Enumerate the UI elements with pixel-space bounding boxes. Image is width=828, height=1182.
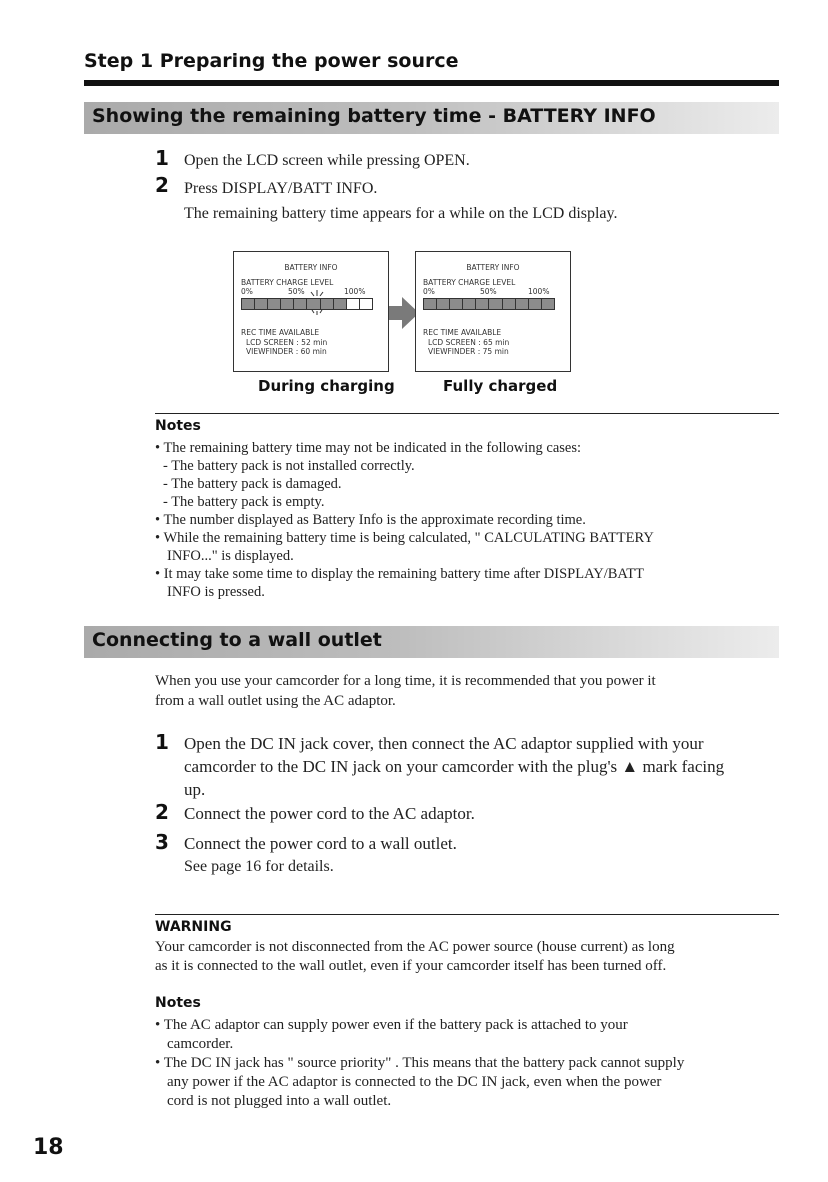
note-item: • The number displayed as Battery Info is the approximate recording time. xyxy=(155,512,586,528)
notes-list xyxy=(155,1016,779,1111)
rec-time-label: REC TIME AVAILABLE xyxy=(423,328,502,337)
scale-100: 100% xyxy=(528,287,550,296)
step-number: 2 xyxy=(155,800,169,824)
lcd-panel-during-charging xyxy=(233,251,389,372)
step-number: 1 xyxy=(155,146,169,170)
notes-heading: Notes xyxy=(155,418,201,434)
note-continuation: cord is not plugged into a wall outlet. xyxy=(167,1093,392,1109)
scale-50: 50% xyxy=(288,287,305,296)
charge-segment xyxy=(255,299,268,309)
charge-level-label: BATTERY CHARGE LEVEL xyxy=(423,278,516,287)
note-subitem: - The battery pack is not installed correctly. xyxy=(163,458,415,474)
charge-segment xyxy=(450,299,463,309)
step-text: Press DISPLAY/BATT INFO. xyxy=(184,180,378,197)
section-heading-battery-info xyxy=(84,102,779,134)
warning-line: Your camcorder is not disconnected from the AC power source (house current) as long xyxy=(155,939,675,955)
note-continuation: camcorder. xyxy=(167,1036,234,1052)
scale-0: 0% xyxy=(241,287,253,296)
note-subitem: - The battery pack is empty. xyxy=(163,494,325,510)
intro-paragraph xyxy=(155,671,656,711)
intro-line: from a wall outlet using the AC adaptor. xyxy=(155,693,396,709)
rec-time-label: REC TIME AVAILABLE xyxy=(241,328,320,337)
step-line: up. xyxy=(184,780,206,799)
intro-line: When you use your camcorder for a long time, it is recommended that you power it xyxy=(155,673,656,689)
page-number: 18 xyxy=(33,1135,64,1160)
note-subitem: - The battery pack is damaged. xyxy=(163,476,342,492)
charge-segment xyxy=(542,299,554,309)
note-item: • The AC adaptor can supply power even if the battery pack is attached to your xyxy=(155,1017,628,1033)
step-text xyxy=(184,732,724,801)
step-detail: The remaining battery time appears for a while on the LCD display. xyxy=(184,205,618,222)
caption-during-charging: During charging xyxy=(258,377,395,395)
charge-segment xyxy=(463,299,476,309)
warning-rule xyxy=(155,914,779,915)
charge-segment xyxy=(476,299,489,309)
charge-level-bar xyxy=(423,298,555,310)
charge-level-label: BATTERY CHARGE LEVEL xyxy=(241,278,334,287)
scale-100: 100% xyxy=(344,287,366,296)
lcd-screen-time: LCD SCREEN : 65 min xyxy=(428,338,510,347)
page-step-title: Step 1 Preparing the power source xyxy=(84,50,459,72)
notes-heading: Notes xyxy=(155,995,201,1011)
note-continuation: INFO..." is displayed. xyxy=(167,548,294,564)
note-item: • While the remaining battery time is being calculated, " CALCULATING BATTERY xyxy=(155,530,654,546)
charge-segment xyxy=(334,299,347,309)
charge-segment xyxy=(529,299,542,309)
step-text: Open the LCD screen while pressing OPEN. xyxy=(184,152,470,169)
section-title: Showing the remaining battery time - BATTERY INFO xyxy=(92,105,656,127)
scale-0: 0% xyxy=(423,287,435,296)
section-title: Connecting to a wall outlet xyxy=(92,629,382,651)
viewfinder-time: VIEWFINDER : 60 min xyxy=(246,347,327,356)
warning-line: as it is connected to the wall outlet, even if your camcorder itself has been turned off. xyxy=(155,958,667,974)
section-heading-wall-outlet xyxy=(84,626,779,658)
notes-list xyxy=(155,439,779,601)
note-item: • The DC IN jack has " source priority" . This means that the battery pack cannot supply xyxy=(155,1055,685,1071)
charge-segment xyxy=(281,299,294,309)
lcd-panel-fully-charged xyxy=(415,251,571,372)
step-text xyxy=(184,832,457,878)
warning-heading: WARNING xyxy=(155,919,232,935)
charge-segment xyxy=(503,299,516,309)
step-line: Connect the power cord to a wall outlet. xyxy=(184,834,457,853)
charge-segment xyxy=(347,299,360,309)
note-continuation: any power if the AC adaptor is connected to the DC IN jack, even when the power xyxy=(167,1074,662,1090)
charge-segment xyxy=(489,299,502,309)
step-line: camcorder to the DC IN jack on your camcorder with the plug's ▲ mark facing xyxy=(184,757,725,776)
charge-segment xyxy=(437,299,450,309)
step-text xyxy=(184,802,475,825)
lcd-title: BATTERY INFO xyxy=(466,263,520,272)
step-line: Connect the power cord to the AC adaptor. xyxy=(184,804,475,823)
note-continuation: INFO is pressed. xyxy=(167,584,265,600)
charge-segment xyxy=(242,299,255,309)
charge-segment xyxy=(268,299,281,309)
lcd-screen-time: LCD SCREEN : 52 min xyxy=(246,338,328,347)
step-number: 1 xyxy=(155,730,169,754)
step-line: See page 16 for details. xyxy=(184,858,334,875)
note-item: • The remaining battery time may not be indicated in the following cases: xyxy=(155,440,582,456)
lcd-title: BATTERY INFO xyxy=(284,263,338,272)
scale-50: 50% xyxy=(480,287,497,296)
caption-fully-charged: Fully charged xyxy=(443,377,558,395)
step-number: 2 xyxy=(155,173,169,197)
step-number: 3 xyxy=(155,830,169,854)
warning-text xyxy=(155,938,779,976)
notes-rule xyxy=(155,413,779,414)
charge-segment xyxy=(516,299,529,309)
note-item: • It may take some time to display the remaining battery time after DISPLAY/BATT xyxy=(155,566,644,582)
charge-segment xyxy=(360,299,372,309)
viewfinder-time: VIEWFINDER : 75 min xyxy=(428,347,509,356)
charge-segment xyxy=(424,299,437,309)
charging-sparkle-icon xyxy=(302,282,332,322)
header-rule xyxy=(84,80,779,86)
step-line: Open the DC IN jack cover, then connect the AC adaptor supplied with your xyxy=(184,734,704,753)
